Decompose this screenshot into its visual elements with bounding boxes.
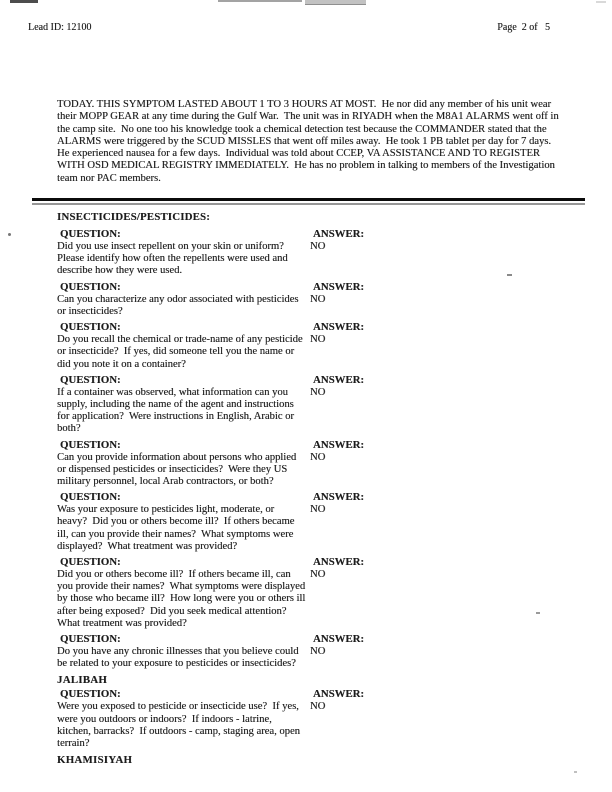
- question-label: QUESTION:: [60, 688, 121, 701]
- answer-value: NO: [310, 568, 326, 580]
- answer-label: ANSWER:: [313, 688, 364, 701]
- question-label: QUESTION:: [60, 491, 121, 504]
- scan-artifact: [10, 0, 38, 3]
- scan-artifact: [596, 1, 606, 3]
- question-label: QUESTION:: [60, 373, 121, 386]
- answer-value: NO: [310, 504, 326, 516]
- answer-column: [310, 439, 572, 489]
- question-label: QUESTION:: [60, 280, 121, 293]
- answer-label: ANSWER:: [313, 228, 364, 241]
- section-title: INSECTICIDES/PESTICIDES:: [57, 211, 211, 224]
- page-number: Page 2 of 5: [497, 22, 550, 33]
- answer-column: [310, 374, 572, 436]
- question-label: QUESTION:: [60, 632, 121, 645]
- question-text: Did you or others become ill? If others became ill, can you provide their names? What symptoms were displayed by those who became ill? How long were you or others ill after being exposed? Did you seek medical attention? What treatment was provided?: [57, 568, 308, 629]
- section-divider: [32, 198, 585, 205]
- divider-line-thin: [32, 203, 585, 205]
- question-column: [57, 491, 310, 553]
- qa-block: [57, 374, 572, 436]
- answer-column: [310, 633, 572, 670]
- question-text: Were you exposed to pesticide or insecticide use? If yes, were you outdoors or indoors? If indoors - latrine, kitchen, barracks? If outdoors - camp, staging area, open terrain?: [57, 701, 303, 749]
- answer-label: ANSWER:: [313, 491, 364, 504]
- answer-label: ANSWER:: [313, 373, 364, 386]
- question-column: [57, 556, 310, 630]
- answer-value: NO: [310, 241, 326, 253]
- answer-column: [310, 321, 572, 371]
- question-column: [57, 228, 310, 278]
- question-label: QUESTION:: [60, 228, 121, 241]
- answer-value: NO: [310, 293, 326, 305]
- question-label: QUESTION:: [60, 438, 121, 451]
- question-text: Did you use insect repellent on your skin or uniform? Please identify how often the repellents were used and describe how they were used.: [57, 241, 291, 277]
- answer-column: [310, 491, 572, 553]
- question-text: Can you characterize any odor associated with pesticides or insecticides?: [57, 293, 302, 317]
- answer-column: [310, 281, 572, 318]
- question-column: [57, 281, 310, 318]
- answer-label: ANSWER:: [313, 632, 364, 645]
- scan-speck: [574, 771, 577, 773]
- answer-column: [310, 688, 572, 750]
- answer-label: ANSWER:: [313, 438, 364, 451]
- divider-line-thick: [32, 198, 585, 201]
- question-column: [57, 633, 310, 670]
- answer-label: ANSWER:: [313, 280, 364, 293]
- scan-speck: [8, 233, 11, 236]
- question-text: If a container was observed, what information can you supply, including the name of the agent and instructions for application? Were instructions in English, Arabic or both?: [57, 386, 297, 435]
- qa-block: [57, 439, 572, 489]
- lead-id: Lead ID: 12100: [28, 22, 92, 33]
- answer-value: NO: [310, 645, 326, 657]
- qa-block: [57, 633, 572, 670]
- question-text: Was your exposure to pesticides light, moderate, or heavy? Did you or others become ill? If others became ill, can you provide their names? What symptoms were displayed? What treatment was provided?: [57, 504, 298, 552]
- scan-artifact: [218, 0, 302, 2]
- answer-value: NO: [310, 451, 326, 463]
- question-column: [57, 439, 310, 489]
- answer-label: ANSWER:: [313, 555, 364, 568]
- scan-artifact: [305, 0, 366, 5]
- scan-speck: [536, 612, 540, 614]
- question-column: [57, 321, 310, 371]
- qa-block: [57, 556, 572, 630]
- question-label: QUESTION:: [60, 555, 121, 568]
- answer-column: [310, 556, 572, 630]
- question-label: QUESTION:: [60, 321, 121, 334]
- answer-value: NO: [310, 701, 326, 713]
- question-text: Do you have any chronic illnesses that you believe could be related to your exposure to pesticides or insecticides?: [57, 645, 302, 670]
- subsection-jalibah: JALIBAH: [57, 674, 108, 687]
- question-text: Can you provide information about persons who applied or dispensed pesticides or insecticides? Were they US military personnel, local Arab contractors, or both?: [57, 451, 299, 487]
- qa-block: [57, 228, 572, 278]
- qa-block: [57, 281, 572, 318]
- scan-speck: [507, 274, 512, 276]
- qa-block: [57, 491, 572, 553]
- question-column: [57, 374, 310, 436]
- summary-paragraph: TODAY. THIS SYMPTOM LASTED ABOUT 1 TO 3 HOURS AT MOST. He nor did any member of his unit wear their MOPP GEAR at any time during the Gulf War. The unit was in RIYADH when the M8A1 ALARMS went off in the camp site. No one too his knowledge took a chemical detection test because the COMMANDER stated that the ALARMS were triggered by the SCUD MISSLES that went off miles away. He took 1 PB tablet per day for 7 days. He experienced nausea for a few days. Individual was told about CCEP, VA ASSISTANCE AND TO REGISTER WITH OSD MEDICAL REGISTRY IMMEDIATELY. He has no problem in talking to members of the Investigation team nor PAC members.: [57, 99, 562, 184]
- answer-value: NO: [310, 334, 326, 346]
- answer-label: ANSWER:: [313, 321, 364, 334]
- subsection-khamisiyah: KHAMISIYAH: [57, 754, 133, 767]
- qa-block: [57, 321, 572, 371]
- answer-column: [310, 228, 572, 278]
- qa-block: [57, 688, 572, 750]
- question-text: Do you recall the chemical or trade-name of any pesticide or insecticide? If yes, did someone tell you the name or did you note it on a container?: [57, 334, 306, 370]
- question-column: [57, 688, 310, 750]
- answer-value: NO: [310, 386, 326, 398]
